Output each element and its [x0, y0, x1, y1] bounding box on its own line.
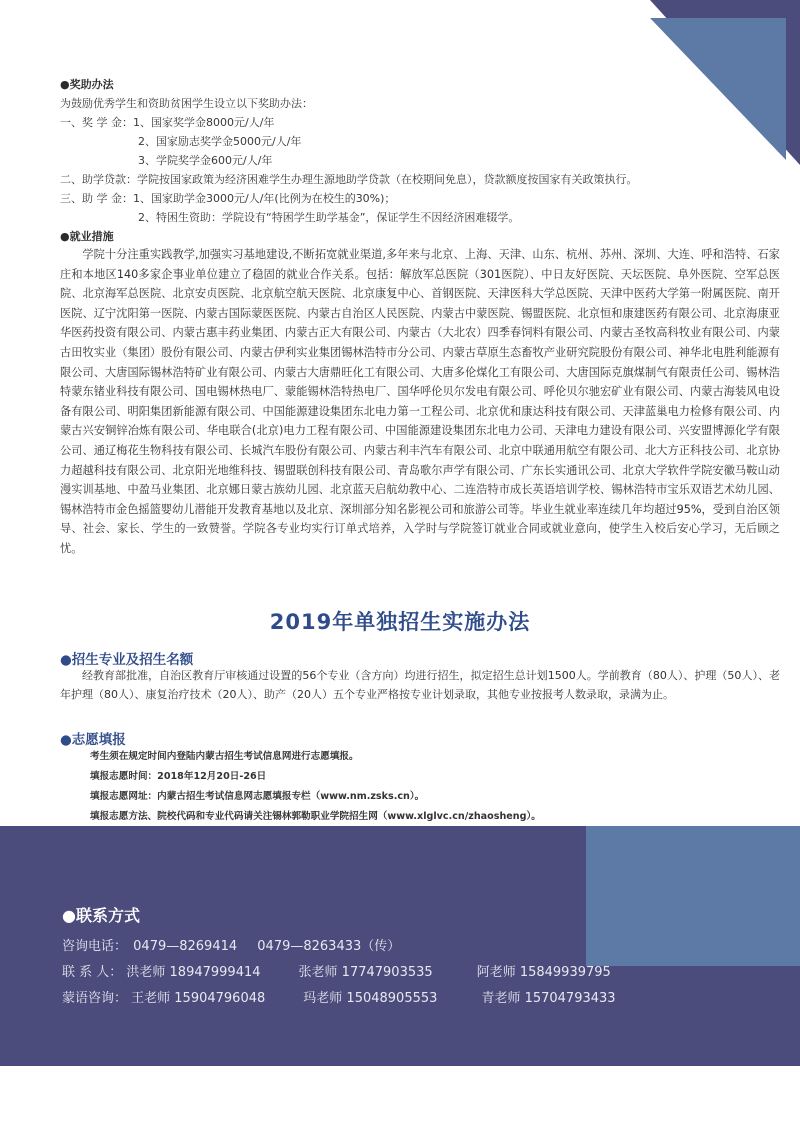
contact-person-row	[62, 961, 611, 980]
reward-heading: ●奖助办法	[60, 78, 114, 91]
application-line-1: 考生须在规定时间内登陆内蒙古招生考试信息网进行志愿填报。	[90, 751, 359, 762]
reward-intro: 为鼓励优秀学生和资助贫困学生设立以下奖助办法：	[60, 97, 313, 110]
phone-1: 0479—8269414	[133, 939, 238, 954]
person-3: 阿老师 15849939795	[476, 965, 611, 980]
application-line-3: 填报志愿网址：内蒙古招生考试信息网志愿填报专栏（www.nm.zsks.cn）。	[90, 791, 425, 802]
person-2: 张老师 17747903535	[298, 965, 433, 980]
phone-2: 0479—8263433（传）	[257, 939, 401, 954]
footer-accent-box	[586, 826, 800, 966]
reward-line-5: 三、助 学 金：1、国家助学金3000元/人/年(比例为在校生的30%)；	[60, 192, 396, 205]
person-label: 联 系 人：	[62, 965, 123, 980]
employment-paragraph: 学院十分注重实践教学,加强实习基地建设,不断拓宽就业渠道,多年来与北京、上海、天津、山东、杭州、苏州、深圳、大连、呼和浩特、石家庄和本地区140多家企事业单位建立了稳固的就业合作关系。包括：解放军总医院（301医院）、中日友好医院、天坛医院、阜外医院、空军总医院、北京海军总医院、北京安贞医院、北京航空航天医院、北京康复中心、首钢医院、天津医科大学总医院、天津中医药大学第一附属医院、南开医院、辽宁沈阳第一医院、内蒙古国际蒙医医院、内蒙古自治区人民医院、内蒙古中蒙医院、锡盟医院、北京恒和康建医药有限公司、北京海康亚华医药投资有限公司、内蒙古惠丰药业集团、内蒙古正大有限公司、内蒙古（大北农）四季春饲料有限公司、内蒙古圣牧高科牧业有限公司、内蒙古田牧实业（集团）股份有限公司、内蒙古伊利实业集团锡林浩特市分公司、内蒙古草原生态畜牧产业研究院股份有限公司、神华北电胜利能源有限公司、大唐国际锡林浩特矿业有限公司、内蒙古大唐鼎旺化工有限公司、大唐多伦煤化工有限公司、大唐国际克旗煤制气有限责任公司、锡林浩特蒙东锗业科技有限公司、国电锡林热电厂、蒙能锡林浩特热电厂、国华呼伦贝尔发电有限公司、呼伦贝尔驰宏矿业有限公司、内蒙古海装风电设备有限公司、明阳集团新能源有限公司、中国能源建设集团东北电力第一工程公司、北京优和康达科技有限公司、天津蓝巢电力检修有限公司、内蒙古兴安铜锌冶炼有限公司、华电联合(北京)电力工程有限公司、中国能源建设集团东北电力公司、天津电力建设有限公司、兴安盟博源化学有限公司、通辽梅花生物科技有限公司、长城汽车股份有限公司、内蒙古利丰汽车有限公司、北京中联通用航空有限公司、北大方正科技公司、北京协力超越科技有限公司、北京阳光地维科技、锡盟联创科技有限公司、青岛歌尔声学有限公司、广东长实通讯公司、北京大学软件学院安徽马鞍山动漫实训基地、中盈马业集团、北京娜日蒙古族幼儿园、北京蓝天启航幼教中心、二连浩特市成长英语培训学校、锡林浩特市宝乐双语艺术幼儿园、锡林浩特市金色摇篮婴幼儿潜能开发教育基地以及北京、深圳部分知名影视公司和旅游公司等。毕业生就业率连续几年均超过95%，受到自治区领导、社会、家长、学生的一致赞誉。学院各专业均实行订单式培养，入学时与学院签订就业合同或就业意向，使学生入校后安心学习，无后顾之忧。	[60, 248, 780, 555]
contact-mongol-row	[62, 987, 616, 1006]
mongol-2: 玛老师 15048905553	[303, 991, 438, 1006]
reward-line-1: 一、奖 学 金：1、国家奖学金8000元/人/年	[60, 116, 275, 129]
phone-label: 咨询电话：	[62, 939, 128, 954]
application-heading: ●志愿填报	[60, 732, 126, 748]
person-1: 洪老师 18947999414	[126, 965, 261, 980]
contact-phone-row	[62, 935, 400, 954]
mongol-label: 蒙语咨询：	[62, 991, 128, 1006]
reward-line-6: 2、特困生资助：学院设有“特困学生助学基金”，保证学生不因经济困难辍学。	[138, 211, 520, 224]
application-line-2: 填报志愿时间：2018年12月20日-26日	[90, 771, 267, 782]
contact-heading: ●联系方式	[62, 906, 140, 925]
reward-line-4: 二、助学贷款：学院按国家政策为经济困难学生办理生源地助学贷款（在校期间免息），贷款额度按国家有关政策执行。	[60, 173, 638, 186]
corner-triangle-decoration	[650, 0, 800, 165]
mongol-3: 青老师 15704793433	[481, 991, 616, 1006]
application-line-4: 填报志愿方法、院校代码和专业代码请关注锡林郭勒职业学院招生网（www.xlglvc.cn/zhaosheng）。	[90, 811, 541, 822]
mongol-1: 王老师 15904796048	[131, 991, 266, 1006]
reward-line-2: 2、国家励志奖学金5000元/人/年	[138, 135, 302, 148]
majors-heading: ●招生专业及招生名额	[60, 652, 194, 668]
reward-line-3: 3、学院奖学金600元/人/年	[138, 154, 273, 167]
employment-heading: ●就业措施	[60, 230, 114, 243]
majors-paragraph: 经教育部批准，自治区教育厅审核通过设置的56个专业（含方向）均进行招生，拟定招生总计划1500人。学前教育（80人）、护理（50人）、老年护理（80人）、康复治疗技术（20人）、助产（20人）五个专业严格按专业计划录取，其他专业按报考人数录取，录满为止。	[60, 669, 780, 701]
page-title: 2019年单独招生实施办法	[269, 610, 531, 634]
